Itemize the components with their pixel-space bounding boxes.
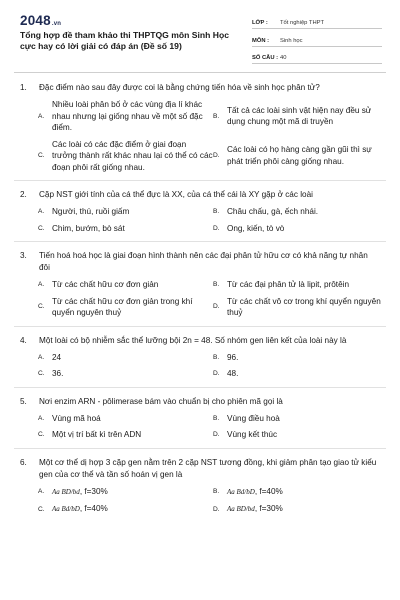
option-letter: B. [213, 414, 220, 422]
option-text: 24 [52, 352, 62, 362]
question-text: Đặc điểm nào sau đây được coi là bằng chứng tiến hóa về sinh học phân tử? [39, 83, 320, 92]
answer-option[interactable] [38, 279, 213, 291]
option-letter: C. [38, 224, 45, 232]
question-stem [0, 82, 400, 94]
meta-row [252, 14, 382, 29]
question-text: Một cơ thể dị hợp 3 cặp gen nằm trên 2 cặp NST tương đồng, khi giảm phân tạo giao tử kiểu gen của cơ thể và tần số hoán vị gen là [39, 457, 377, 479]
option-text: Tất cả các loài sinh vật hiện nay đều sử dụng chung một mã di truyền [227, 105, 372, 127]
question-stem [0, 335, 400, 347]
option-text: Từ các chất hữu cơ đơn giản trong khí quyển nguyên thuỷ [52, 296, 193, 317]
option-letter: B. [213, 353, 220, 361]
question-number: 4. [20, 335, 27, 345]
option-text: Từ các chất hữu cơ đơn giản [52, 280, 159, 289]
option-letter: A. [38, 112, 45, 120]
question-text: Nơi enzim ARN - pôlimerase bám vào chuẩn bị cho phiên mã gọi là [39, 396, 283, 406]
meta-row [252, 32, 382, 47]
option-letter: B. [213, 208, 220, 215]
answer-option[interactable] [213, 352, 388, 364]
question-number: 1. [20, 83, 27, 92]
option-value: , f=30% [254, 504, 283, 513]
option-letter: A. [38, 414, 45, 422]
option-letter: A. [38, 353, 45, 361]
option-letter: B. [213, 281, 220, 288]
option-text: Người, thú, ruồi giấm [52, 207, 130, 216]
answer-option[interactable] [38, 296, 213, 319]
question-divider [14, 387, 386, 388]
option-letter: D. [213, 370, 220, 377]
answer-options [0, 206, 400, 239]
option-text: Một vị trí bất kì trên ADN [52, 430, 142, 439]
question-number: 5. [20, 396, 27, 406]
option-letter: A. [38, 208, 45, 215]
option-letter: D. [213, 152, 220, 159]
option-text: Các loài có các đặc điểm ở giai đoạn trưởng thành rất khác nhau lại có thể có các đoạn phôi rất giống nhau. [52, 139, 213, 172]
option-letter: A. [38, 281, 45, 288]
meta-label: LỚP : [252, 20, 268, 26]
option-letter: C. [38, 303, 45, 311]
option-text: Chim, bướm, bò sát [52, 223, 125, 233]
answer-options [0, 352, 400, 385]
question-item [0, 82, 400, 181]
option-letter: A. [38, 488, 45, 495]
meta-value: 40 [280, 55, 287, 61]
answer-option[interactable] [38, 99, 213, 134]
question-item [0, 396, 400, 449]
option-letter: D. [213, 303, 220, 311]
document-title: Tổng hợp đề tham khảo thi THPTQG môn Sinh Học cực hay có lời giải có đáp án (Đề số 19) [20, 30, 230, 51]
option-text [52, 486, 213, 499]
option-letter: D. [213, 224, 220, 232]
option-text [52, 503, 213, 516]
question-text: Một loài có bộ nhiễm sắc thể lưỡng bội 2n = 48. Số nhóm gen liên kết của loài này là [39, 335, 347, 345]
answer-options [0, 99, 400, 178]
option-text [227, 486, 388, 499]
header-divider [14, 72, 386, 73]
genotype-formula: Aa Bd/bD [52, 505, 80, 513]
answer-option[interactable] [38, 413, 213, 425]
option-value: , f=40% [79, 504, 108, 513]
meta-row [252, 49, 382, 64]
question-item [0, 189, 400, 242]
genotype-formula: Aa BD/bd [52, 487, 80, 496]
question-stem [0, 396, 400, 408]
answer-option[interactable] [213, 279, 388, 291]
answer-option[interactable] [213, 503, 388, 516]
question-stem [0, 457, 400, 481]
meta-label: MÔN : [252, 37, 270, 44]
question-item [0, 457, 400, 521]
site-logo[interactable]: 2048.vn [20, 13, 62, 28]
answer-options [0, 279, 400, 324]
answer-option[interactable] [38, 206, 213, 218]
question-list [0, 82, 400, 529]
answer-option[interactable] [213, 296, 388, 319]
answer-option[interactable] [213, 368, 388, 380]
answer-option[interactable] [38, 368, 213, 380]
option-text: Châu chấu, gà, ếch nhái. [227, 207, 319, 216]
meta-value: Tốt nghiệp THPT [280, 20, 325, 26]
question-text: Tiến hoá hoá học là giai đoạn hình thành nên các đại phân tử hữu cơ có khả năng tự nhân đôi [39, 251, 368, 272]
meta-value: Sinh học [280, 37, 303, 44]
answer-options [0, 486, 400, 521]
question-number: 3. [20, 251, 27, 260]
question-divider [14, 448, 386, 449]
answer-option[interactable] [213, 486, 388, 499]
document-meta [252, 14, 382, 67]
question-divider [14, 326, 386, 327]
option-text: 96. [227, 352, 239, 362]
answer-option[interactable] [213, 413, 388, 425]
option-letter: B. [213, 112, 220, 120]
option-value: , f=30% [79, 486, 108, 496]
page-header [0, 0, 400, 70]
answer-option[interactable] [213, 139, 388, 174]
option-text [227, 503, 388, 516]
meta-label: SỐ CÂU : [252, 55, 279, 61]
answer-option[interactable] [38, 429, 213, 441]
question-number: 6. [20, 457, 27, 467]
answer-option[interactable] [213, 99, 388, 134]
option-letter: C. [38, 431, 45, 438]
option-text: 48. [227, 369, 239, 378]
answer-options [0, 413, 400, 446]
answer-option[interactable] [38, 486, 213, 499]
option-text: Nhiều loài phân bố ở các vùng địa lí khác nhau nhưng lại giống nhau về một số đặc điểm. [52, 100, 203, 132]
question-stem [0, 250, 400, 274]
option-text: Vùng điều hoà [227, 413, 280, 423]
answer-option[interactable] [38, 352, 213, 364]
option-letter: B. [213, 488, 220, 495]
answer-option[interactable] [38, 503, 213, 516]
question-text: Cặp NST giới tính của cá thể đực là XX, của cá thể cái là XY gặp ở các loài [39, 190, 313, 199]
answer-option[interactable] [213, 223, 388, 235]
answer-option[interactable] [38, 139, 213, 174]
answer-option[interactable] [213, 429, 388, 441]
option-text: 36. [52, 369, 64, 378]
option-value: , f=40% [254, 486, 283, 496]
option-text: Từ các đại phân tử là lipit, prôtêin [227, 280, 350, 289]
question-divider [14, 241, 386, 242]
answer-option[interactable] [38, 223, 213, 235]
question-item [0, 250, 400, 327]
option-text: Vùng mã hoá [52, 413, 101, 423]
genotype-formula: Aa Bd/bD [227, 487, 255, 496]
option-letter: C. [38, 505, 45, 513]
question-item [0, 335, 400, 388]
option-letter: C. [38, 152, 45, 159]
option-text: Từ các chất vô cơ trong khí quyển nguyên thuỷ [227, 296, 381, 317]
question-stem [0, 189, 400, 201]
option-text: Ong, kiến, tò vò [227, 223, 285, 233]
option-letter: D. [213, 431, 220, 438]
question-divider [14, 180, 386, 181]
option-text: Vùng kết thúc [227, 430, 278, 439]
option-letter: D. [213, 505, 220, 513]
question-number: 2. [20, 190, 27, 199]
option-letter: C. [38, 370, 45, 377]
answer-option[interactable] [213, 206, 388, 218]
option-text: Các loài có họ hàng càng gần gũi thì sự phát triển phôi càng giống nhau. [227, 145, 372, 166]
genotype-formula: Aa BD/bd [227, 505, 255, 513]
